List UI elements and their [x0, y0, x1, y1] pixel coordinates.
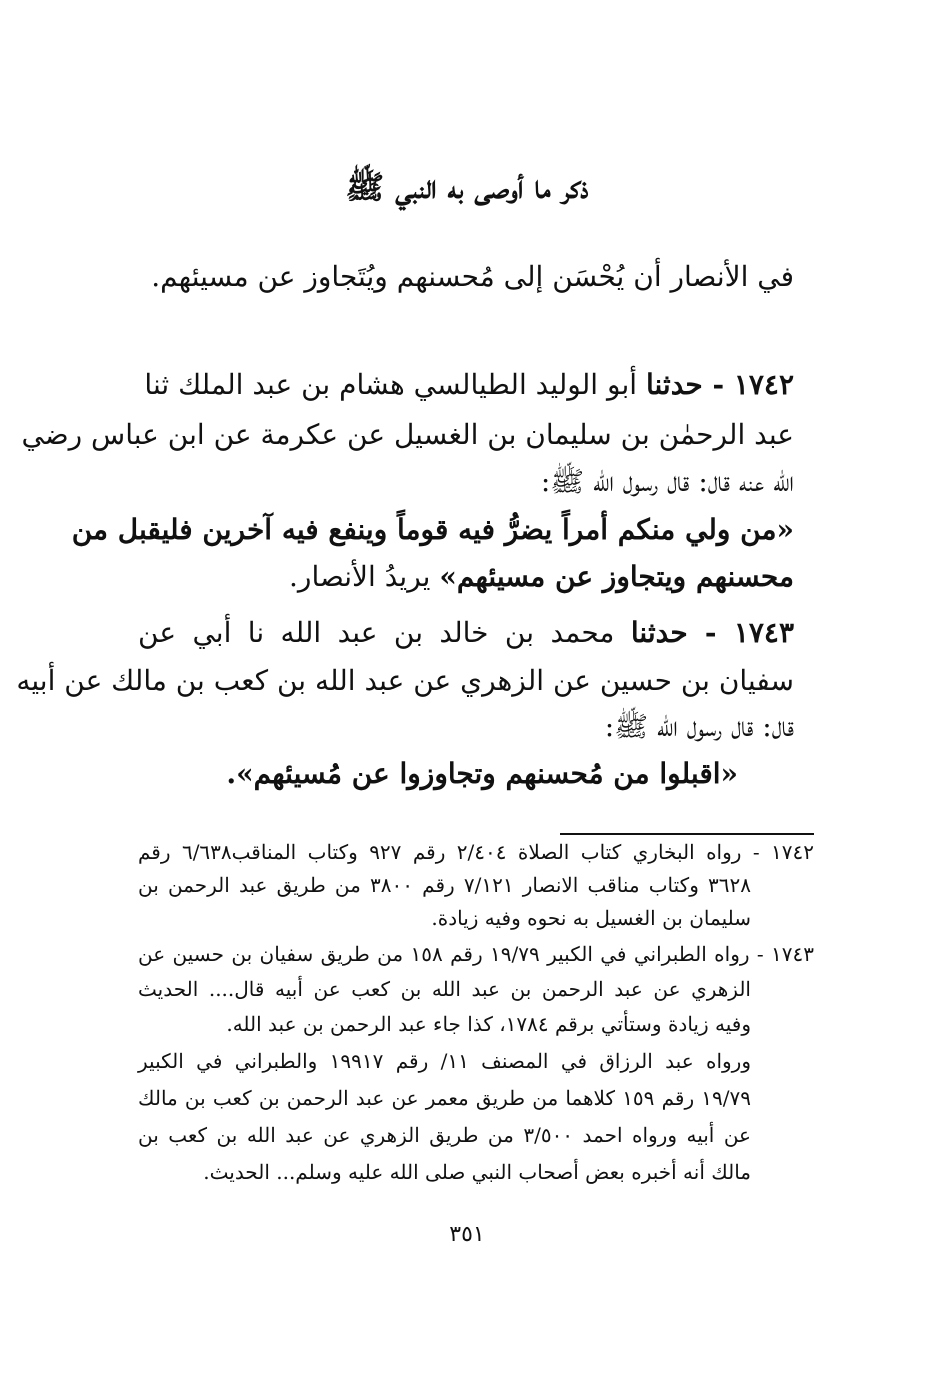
hadith-1743-matn: «اقبلوا من مُحسنهم وتجاوزوا عن مُسيئهم».	[226, 757, 738, 790]
hadith-1742-matn-end: محسنهم ويتجاوز عن مسيئهم»	[439, 560, 794, 593]
chapter-subtitle: في الأنصار أن يُحْسَن إلى مُحسنهم ويُتَجاوز عن مسيئهم.	[151, 260, 794, 293]
hadith-1743-line-2: سفيان بن حسين عن الزهري عن عبد الله بن كعب بن مالك عن أبيه	[16, 664, 794, 697]
hadith-1742-chain-start: أبو الوليد الطيالسي هشام بن عبد الملك ثنا	[144, 368, 638, 401]
page-number: ٣٥١	[449, 1222, 485, 1247]
hadith-1742-line-3: الله عنه قال: قال رسول الله ﷺ:	[540, 465, 794, 498]
footnote-1743-line-4: ورواه عبد الرزاق في المصنف ١١/ رقم ١٩٩١٧ والطبراني في الكبير	[138, 1049, 751, 1073]
footnote-1743-line-2: الزهري عن عبد الرحمن بن عبد الله بن كعب عن أبيه قال.... الحديث	[138, 977, 751, 1001]
hadith-1743-chain-start: محمد بن خالد بن عبد الله نا أبي عن	[138, 616, 615, 649]
hadith-1742-line-2: عبد الرحمٰن بن سليمان بن الغسيل عن عكرمة عن ابن عباس رضي	[21, 418, 794, 451]
hadith-1742-line-1	[138, 368, 794, 401]
footnote-1743-line-3: وفيه زيادة وستأتي برقم ١٧٨٤، كذا جاء عبد الرحمن بن عبد الله.	[226, 1012, 751, 1036]
footnote-1742-line-3: سليمان بن الغسيل به نحوه وفيه زيادة.	[431, 906, 751, 930]
hadith-1743-number: ١٧٤٣ - حدثنا	[630, 616, 794, 649]
hadith-1742-comment: يريدُ الأنصار.	[289, 560, 431, 593]
hadith-1742-matn-line-2	[138, 560, 794, 593]
hadith-1742-matn-line-1: «من ولي منكم أمراً يضرُّ فيه قوماً وينفع فيه آخرين فليقبل من	[71, 513, 794, 546]
footnote-1742-line-1: ١٧٤٢ - رواه البخاري كتاب الصلاة ٢/٤٠٤ رقم ٩٢٧ وكتاب المناقب٦/٦٣٨ رقم	[138, 840, 814, 864]
hadith-1743-line-3: قال: قال رسول الله ﷺ:	[604, 710, 794, 743]
footnote-separator	[560, 833, 814, 835]
chapter-title: ذكر ما أوصى به النبي ﷺ	[345, 168, 589, 206]
footnote-1743-line-6: عن أبيه ورواه احمد ٣/٥٠٠ من طريق الزهري عن عبد الله بن كعب بن	[138, 1123, 751, 1147]
hadith-1742-number: ١٧٤٢ - حدثنا	[645, 368, 794, 401]
hadith-1743-line-1	[138, 616, 794, 649]
footnote-1743-line-1: ١٧٤٣ - رواه الطبراني في الكبير ١٩/٧٩ رقم ١٥٨ من طريق سفيان بن حسين عن	[138, 942, 814, 966]
footnote-1743-line-5: ١٩/٧٩ رقم ١٥٩ كلاهما من طريق معمر عن عبد الرحمن بن كعب بن مالك	[138, 1086, 752, 1110]
footnote-1742-line-2: ٣٦٢٨ وكتاب مناقب الانصار ٧/١٢١ رقم ٣٨٠٠ من طريق عبد الرحمن بن	[138, 873, 751, 897]
footnote-1743-line-7: مالك أنه أخبره بعض أصحاب النبي صلى الله عليه وسلم... الحديث.	[203, 1160, 751, 1184]
